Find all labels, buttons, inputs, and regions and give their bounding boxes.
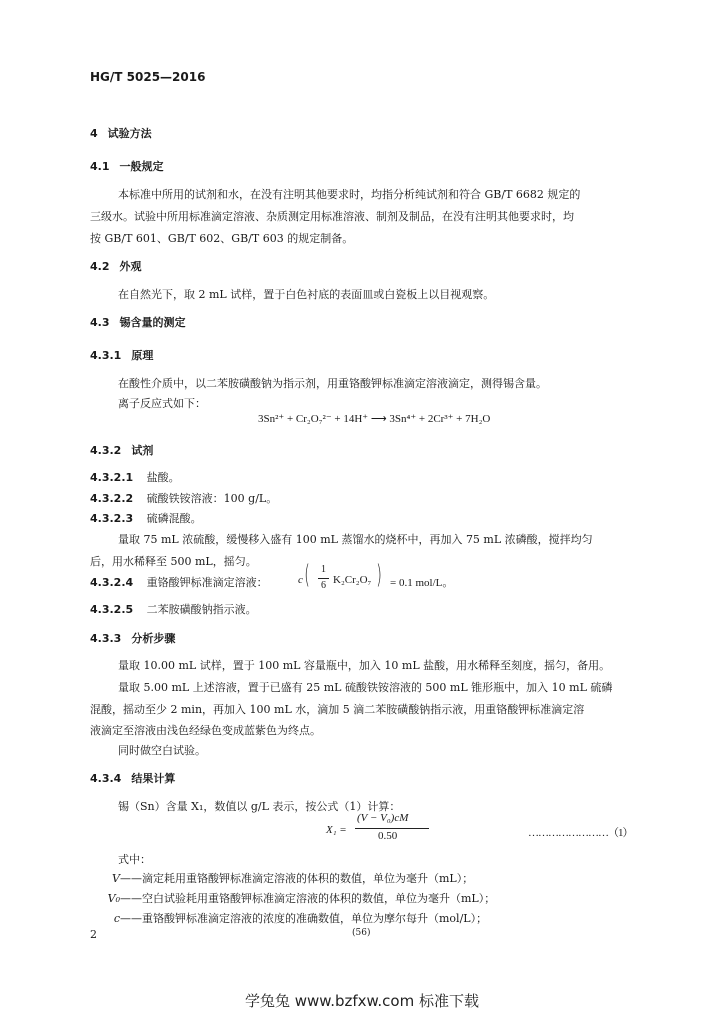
reagent-item: [90, 469, 180, 485]
standard-code: HG/T 5025—2016: [90, 70, 206, 84]
section-title: 一般规定: [119, 160, 164, 173]
reagent-number: 4.3.2.2: [90, 492, 134, 505]
section-4-3-4-heading: [90, 770, 175, 786]
reagent-text: 重铬酸钾标准滴定溶液：: [146, 576, 268, 589]
reagent-text: 硫酸铁铵溶液：100 g/L。: [146, 492, 278, 505]
paragraph-line: 本标准中所用的试剂和水，在没有注明其他要求时，均指分析纯试剂和符合 GB/T 6682 规定的: [118, 188, 581, 201]
variable-description: ——空白试验耗用重铬酸钾标准滴定溶液的体积的数值，单位为毫升（mL）；: [120, 892, 496, 905]
paragraph-line: 量取 75 mL 浓硫酸，缓慢移入盛有 100 mL 蒸馏水的烧杯中，再加入 75 mL 浓磷酸，搅拌均匀: [118, 533, 593, 546]
right-paren: ): [376, 560, 382, 590]
concentration-symbol: c: [298, 574, 303, 586]
reagent-item: [90, 601, 257, 617]
section-number: 4.2: [90, 260, 110, 273]
reagent-text: 盐酸。: [146, 471, 180, 484]
reagent-number: 4.3.2.3: [90, 512, 134, 525]
variable-symbol: V₀: [107, 892, 120, 905]
paragraph-line: 在酸性介质中，以二苯胺磺酸钠为指示剂，用重铬酸钾标准滴定溶液滴定，测得锡含量。: [118, 377, 547, 390]
section-title: 结果计算: [131, 772, 176, 785]
variable-symbol: V: [112, 872, 120, 885]
calculation-intro: 锡（Sn）含量 X₁，数值以 g/L 表示，按公式（1）计算：: [118, 800, 401, 813]
section-4-1-heading: [90, 158, 164, 174]
equation-number: ……………………（1）: [528, 827, 633, 839]
paragraph-line: 按 GB/T 601、GB/T 602、GB/T 603 的规定制备。: [90, 232, 354, 245]
reagent-item: [90, 490, 277, 506]
ionic-reaction-equation: 3Sn²⁺ + Cr₂O₇²⁻ + 14H⁺ ⟶ 3Sn⁴⁺ + 2Cr³⁺ + 7H₂O: [258, 413, 491, 425]
section-title: 分析步骤: [131, 632, 176, 645]
ionic-equation-label: 离子反应式如下：: [118, 397, 206, 410]
section-number: 4.3: [90, 316, 110, 329]
section-4-3-heading: [90, 314, 186, 330]
section-number: 4.3.1: [90, 349, 122, 362]
reagent-text: 二苯胺磺酸钠指示液。: [146, 603, 257, 616]
site-watermark: 学兔兔 www.bzfxw.com 标准下载: [245, 992, 479, 1010]
section-4-3-1-heading: [90, 347, 153, 363]
section-4-2-heading: [90, 258, 142, 274]
section-title: 外观: [119, 260, 142, 273]
section-number: 4.1: [90, 160, 110, 173]
section-title: 试剂: [131, 444, 154, 457]
fraction-bar: [318, 578, 329, 579]
variable-symbol: c: [113, 912, 120, 925]
variable-definition: [108, 870, 473, 886]
formula-numerator: (V − V₀)cM: [357, 812, 409, 824]
fraction-denominator: 6: [321, 580, 326, 591]
section-4-3-3-heading: [90, 630, 175, 646]
paragraph-line: 混酸，摇动至少 2 min，再加入 100 mL 水，滴加 5 滴二苯胺磺酸钠指示液，用重铬酸钾标准滴定溶: [90, 703, 585, 716]
variable-description: ——滴定耗用重铬酸钾标准滴定溶液的体积的数值，单位为毫升（mL）；: [120, 872, 474, 885]
paragraph-line: 后，用水稀释至 500 mL，摇匀。: [90, 555, 257, 568]
result-symbol: X₁ =: [326, 824, 347, 836]
paragraph-line: 同时做空白试验。: [118, 744, 206, 757]
section-number: 4.3.4: [90, 772, 122, 785]
section-4-heading: [90, 125, 152, 141]
dichromate-formula: K₂Cr₂O₇: [333, 574, 372, 586]
left-paren: (: [304, 560, 310, 590]
formula-denominator: 0.50: [378, 830, 398, 842]
paragraph-line: 在自然光下，取 2 mL 试样，置于白色衬底的表面皿或白瓷板上以目视观察。: [118, 288, 495, 301]
reagent-item: [90, 574, 268, 590]
section-title: 试验方法: [107, 127, 152, 140]
reagent-item: [90, 510, 202, 526]
paragraph-line: 量取 5.00 mL 上述溶液，置于已盛有 25 mL 硫酸铁铵溶液的 500 mL 锥形瓶中，加入 10 mL 硫磷: [118, 681, 613, 694]
reagent-number: 4.3.2.4: [90, 576, 134, 589]
section-number: 4.3.2: [90, 444, 122, 457]
section-title: 原理: [131, 349, 154, 362]
section-4-3-2-heading: [90, 442, 153, 458]
page-serial: (56): [352, 928, 371, 938]
section-title: 锡含量的测定: [119, 316, 186, 329]
reagent-number: 4.3.2.5: [90, 603, 134, 616]
concentration-value: = 0.1 mol/L。: [390, 577, 454, 589]
page-number: 2: [90, 928, 97, 941]
reagent-text: 硫磷混酸。: [146, 512, 202, 525]
formula-fraction-bar: [355, 828, 429, 829]
paragraph-line: 量取 10.00 mL 试样，置于 100 mL 容量瓶中，加入 10 mL 盐酸，用水稀释至刻度，摇匀，备用。: [118, 659, 611, 672]
section-number: 4.3.3: [90, 632, 122, 645]
paragraph-line: 液滴定至溶液由浅色经绿色变成蓝紫色为终点。: [90, 724, 321, 737]
variable-definition: [102, 890, 495, 906]
section-number: 4: [90, 127, 98, 140]
fraction-numerator: 1: [321, 564, 326, 575]
variable-definition: [108, 910, 487, 926]
where-label: 式中：: [118, 853, 151, 866]
variable-description: ——重铬酸钾标准滴定溶液的浓度的准确数值，单位为摩尔每升（mol/L）；: [120, 912, 488, 925]
paragraph-line: 三级水。试验中所用标准滴定溶液、杂质测定用标准溶液、制剂及制品，在没有注明其他要求时，均: [90, 210, 574, 223]
reagent-number: 4.3.2.1: [90, 471, 134, 484]
